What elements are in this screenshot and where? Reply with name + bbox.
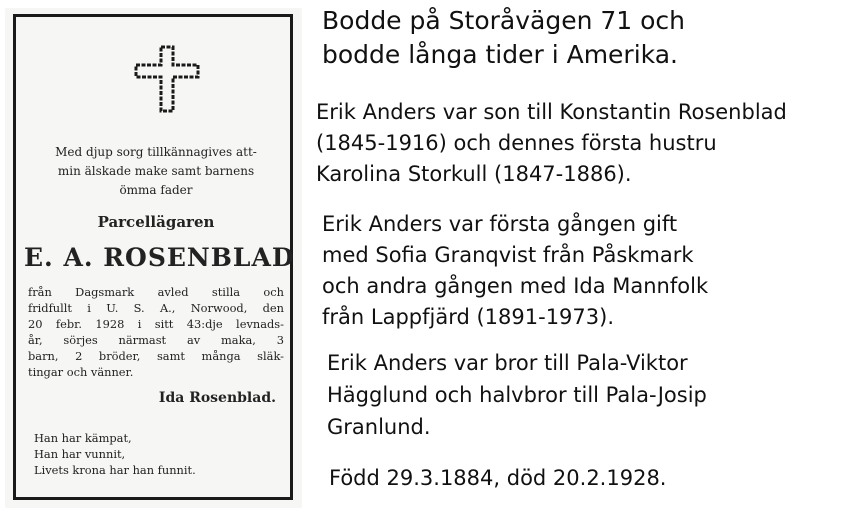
body-line-1: från Dagsmark avled stilla och [28,285,284,299]
note-parents-line-3: Karolina Storkull (1847-1886). [316,162,632,186]
intro-line-3: ömma fader [119,183,193,197]
note-siblings-line-2: Hägglund och halvbror till Pala-Josip [327,383,707,407]
note-dates: Född 29.3.1884, död 20.2.1928. [329,466,667,490]
note-residence-line-2: bodde långa tider i Amerika. [322,40,678,69]
intro-line-2: min älskade make samt barnens [57,164,255,178]
title-parcellagaren: Parcellägaren [97,213,215,231]
intro-line-1: Med djup sorg tillkännagives att- [55,145,257,159]
black-border-frame [13,14,293,500]
note-marriage-line-4: från Lappfjärd (1891-1973). [322,305,615,329]
signature: Ida Rosenblad. [158,390,276,406]
note-parents-line-1: Erik Anders var son till Konstantin Rosenblad [316,100,787,124]
note-siblings-line-1: Erik Anders var bror till Pala-Viktor [327,351,688,375]
note-siblings-line-3: Granlund. [327,415,431,439]
body-line-5: barn, 2 bröder, samt många släk- [28,349,284,363]
cross-icon [132,45,202,113]
poem-line-1: Han har kämpat, [34,431,132,445]
note-marriage-line-2: med Sofia Granqvist från Påskmark [322,243,694,267]
note-marriage-line-3: och andra gången med Ida Mannfolk [322,274,709,298]
poem-line-3: Livets krona har han funnit. [34,463,196,477]
note-parents-line-2: (1845-1916) och dennes första hustru [316,131,717,155]
note-residence-line-1: Bodde på Storåvägen 71 och [322,6,686,35]
body-line-3: 20 febr. 1928 i sitt 43:dje levnads- [28,317,284,331]
note-marriage-line-1: Erik Anders var första gången gift [322,212,678,236]
body-line-4: år, sörjes närmast av maka, 3 [28,333,284,347]
obituary-clipping [5,8,302,508]
body-line-6: tingar och vänner. [28,365,134,379]
poem-line-2: Han har vunnit, [34,447,126,461]
deceased-name: E. A. ROSENBLAD [24,243,295,272]
body-line-2: fridfullt i U. S. A., Norwood, den [28,301,284,315]
